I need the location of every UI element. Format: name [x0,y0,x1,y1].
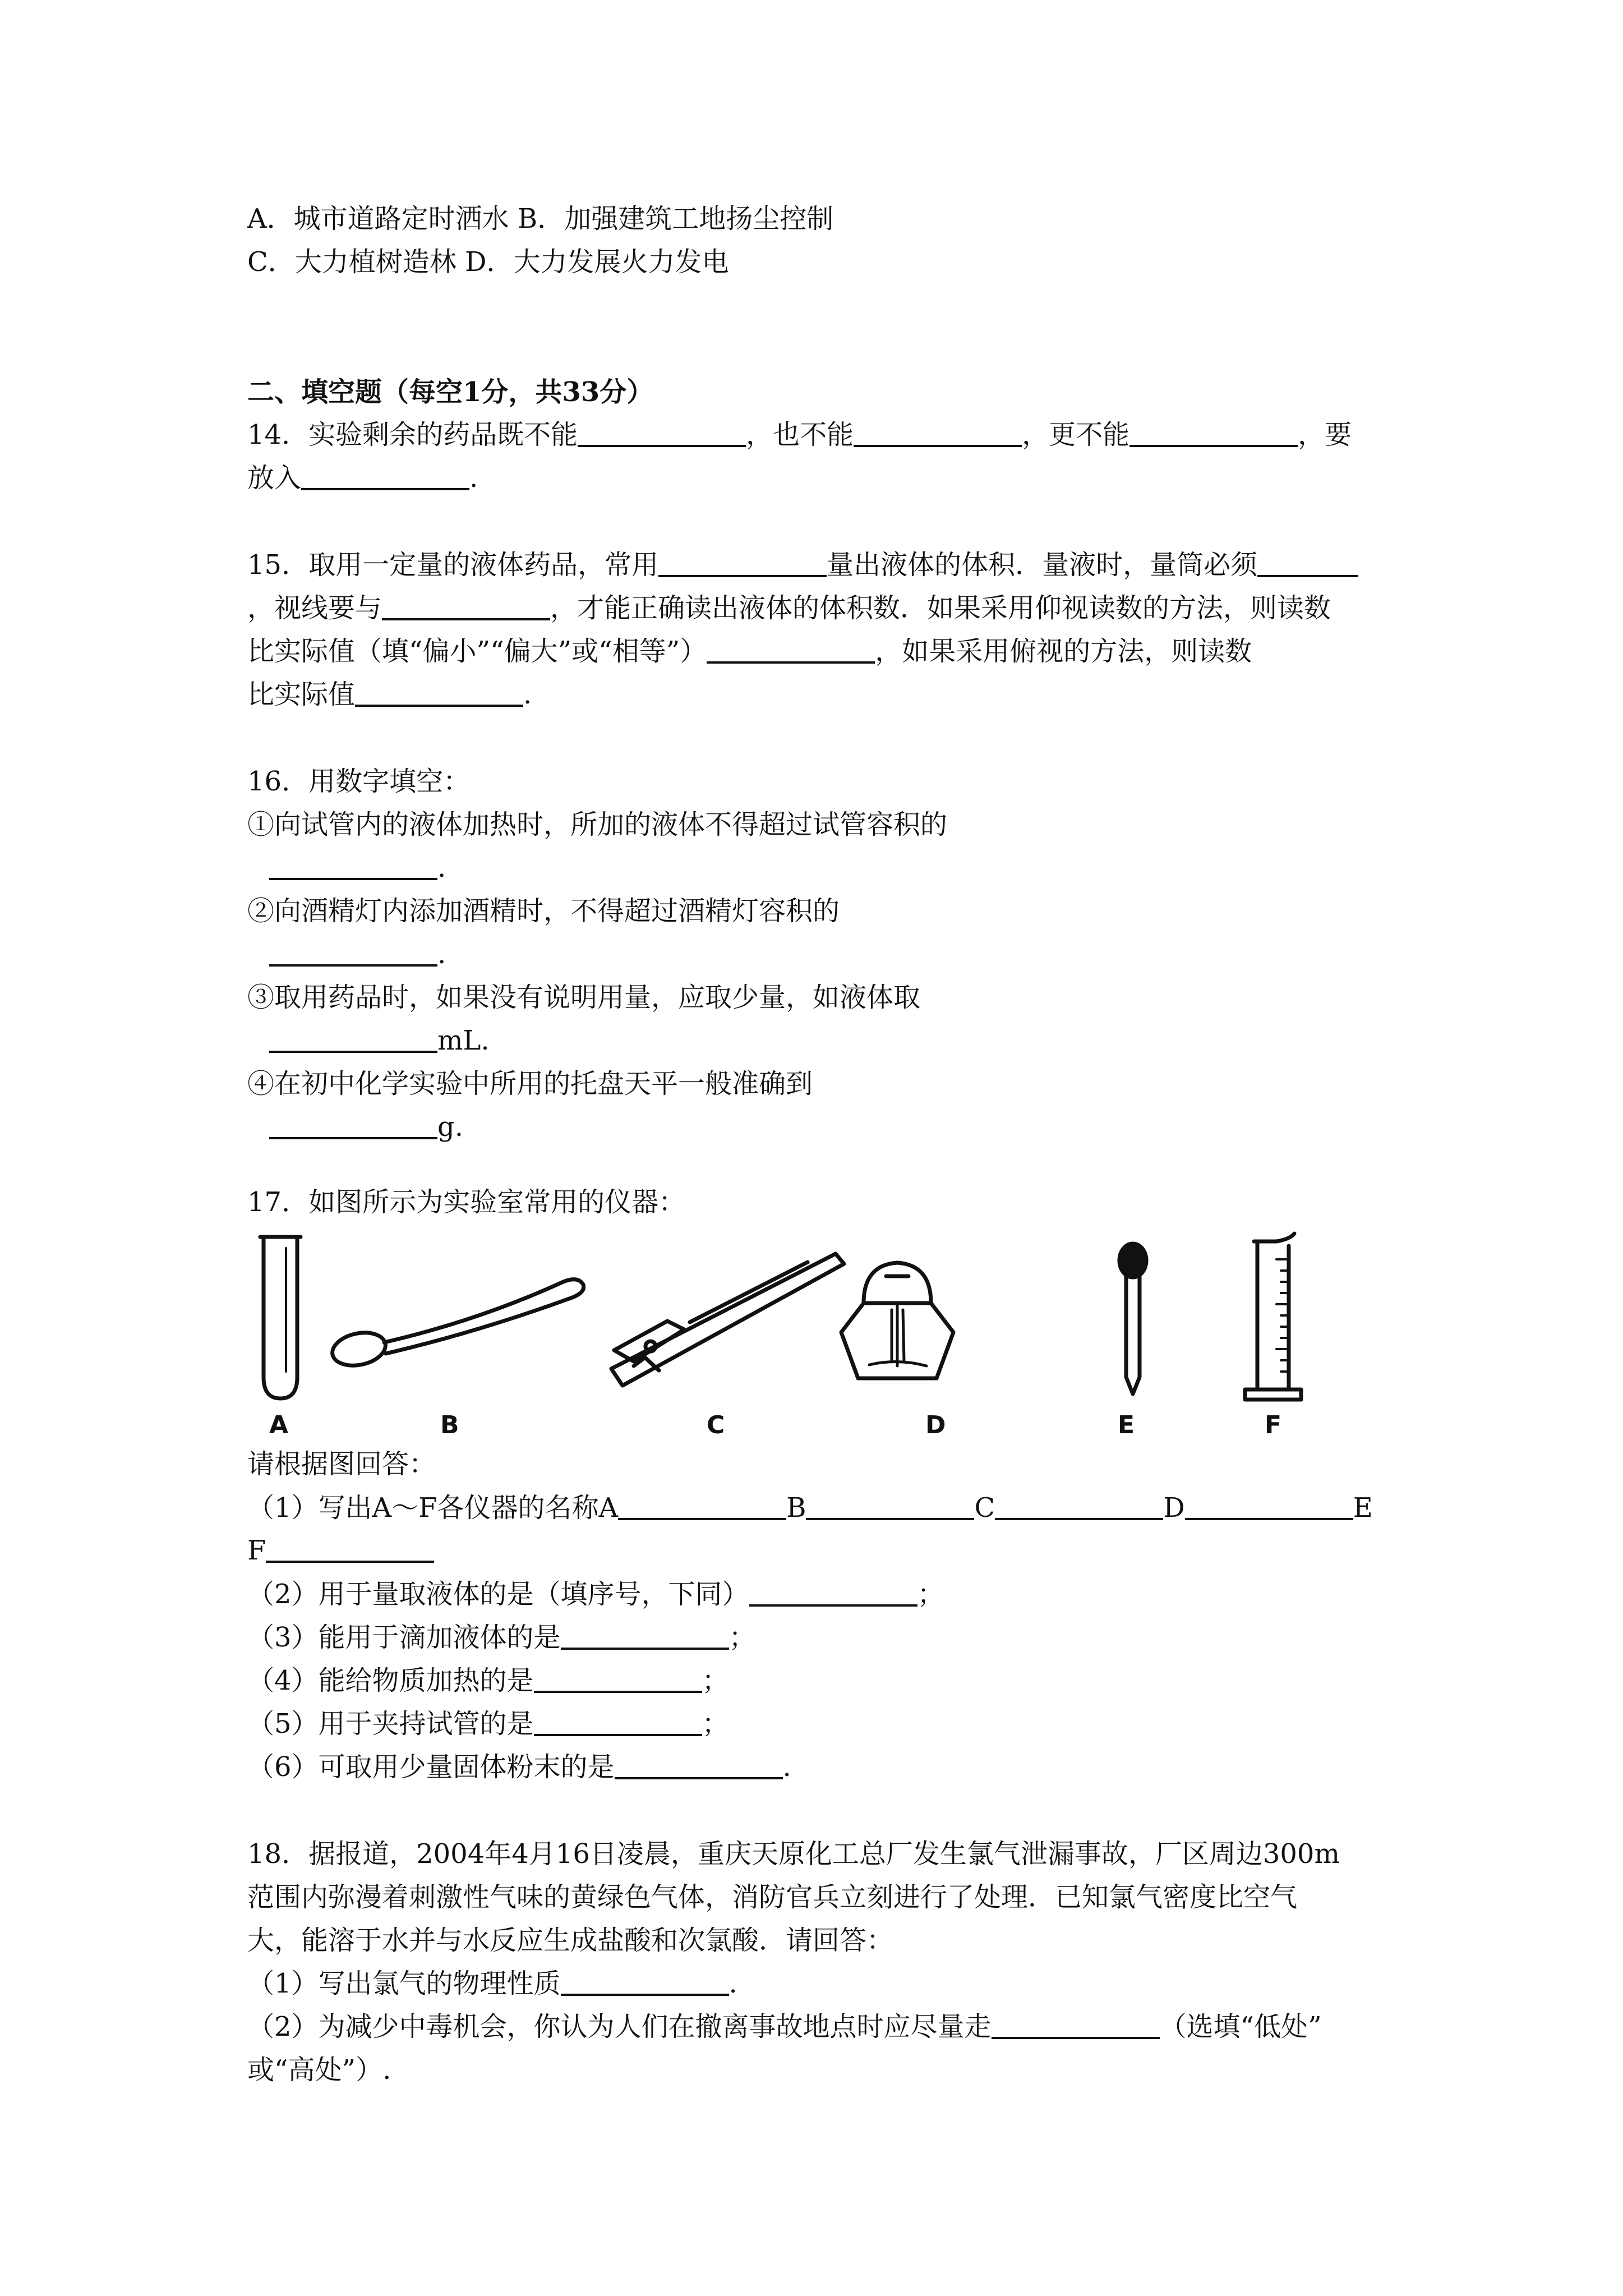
test-tube-holder-drawing [611,1254,844,1386]
q16-item4: ④在初中化学实验中所用的托盘天平一般准确到 [247,1068,813,1099]
q17-sub6: （6）可取用少量固体粉末的是 . [247,1751,791,1783]
answer-blank [355,679,523,707]
q15-line2: ，视线要与 ，才能正确读出液体的体积数．如果采用仰视读数的方法，则读数 [247,592,1331,624]
spatula-drawing [329,1280,583,1370]
answer-blank [992,2011,1160,2039]
answer-blank [618,1492,786,1520]
graduated-cylinder-drawing [1245,1234,1301,1400]
q17-sub1-cont: F [247,1534,434,1567]
answer-blank [615,1751,783,1779]
answer-blank [266,1535,434,1563]
answer-blank [707,636,875,664]
answer-blank [658,549,827,577]
q18-line3: 大，能溶于水并与水反应生成盐酸和次氯酸．请回答： [247,1925,894,1956]
q13-option-cd: C．大力植树造林 D．大力发展火力发电 [247,246,729,278]
answer-blank [382,592,550,620]
q17-sub2: （2）用于量取液体的是（填序号，下同） ； [247,1579,944,1610]
q15-line3: 比实际值（填“偏小”“偏大”或“相等”） ，如果采用俯视的方法，则读数 [247,636,1252,667]
q13-option-ab: A．城市道路定时洒水 B．加强建筑工地扬尘控制 [247,203,834,234]
alcohol-lamp-drawing [841,1263,953,1378]
q16-item1-answer: . [269,851,446,885]
answer-blank [1185,1492,1353,1520]
q16-item2: ②向酒精灯内添加酒精时，不得超过酒精灯容积的 [247,895,840,927]
figure-label-d: D [925,1411,946,1439]
q17-prompt: 请根据图回答： [247,1448,436,1480]
lab-instruments-figure [241,1231,1408,1456]
figure-label-c: C [707,1411,725,1439]
answer-blank [1257,549,1358,577]
q16-item3: ③取用药品时，如果没有说明用量，应取少量，如液体取 [247,982,921,1013]
q17-title: 17．如图所示为实验室常用的仪器： [247,1186,686,1218]
answer-blank [269,852,437,880]
q14-line1: 14．实验剩余的药品既不能 ，也不能 ，更不能 ，要 [247,419,1352,450]
q16-item2-answer: . [269,937,446,971]
answer-blank [269,938,437,967]
answer-blank [561,1622,729,1650]
answer-blank [301,462,469,490]
q16-title: 16．用数字填空： [247,766,471,797]
answer-blank [269,1025,437,1053]
answer-blank [534,1665,702,1693]
answer-blank [269,1111,437,1139]
q18-sub2: （2）为减少中毒机会，你认为人们在撤离事故地点时应尽量走 （选填“低处” [247,2011,1322,2042]
q18-line1: 18．据报道，2004年4月16日凌晨，重庆天原化工总厂发生氯气泄漏事故，厂区周边300m [247,1838,1340,1870]
answer-blank [806,1492,974,1520]
figure-label-a: A [269,1411,289,1439]
q17-sub1: （1）写出A～F各仪器的名称A B C D E [247,1492,1373,1524]
q17-sub4: （4）能给物质加热的是 ； [247,1665,729,1696]
section-heading: 二、填空题（每空1分，共33分） [247,376,654,408]
answer-blank [995,1492,1163,1520]
q14-line2: 放入 . [247,462,478,494]
answer-blank [854,419,1022,447]
q18-sub1: （1）写出氯气的物理性质 . [247,1968,737,1999]
q17-sub3: （3）能用于滴加液体的是 ； [247,1622,756,1653]
q16-item3-answer: mL. [269,1024,490,1057]
answer-blank [534,1708,702,1736]
dropper-drawing [1119,1244,1146,1394]
figure-label-e: E [1118,1411,1135,1439]
q15-line1: 15．取用一定量的液体药品，常用 量出液体的体积．量液时，量筒必须 [247,548,1358,582]
q18-sub2-cont: 或“高处”）. [247,2054,391,2086]
q16-item4-answer: g. [269,1110,463,1144]
answer-blank [578,419,746,447]
q18-line2: 范围内弥漫着刺激性气味的黄绿色气体，消防官兵立刻进行了处理．已知氯气密度比空气 [247,1881,1298,1913]
figure-label-f: F [1265,1411,1282,1439]
figure-label-b: B [440,1411,459,1439]
test-tube-drawing [260,1237,301,1398]
answer-blank [561,1968,729,1996]
answer-blank [1129,419,1298,447]
q15-line4: 比实际值 . [247,679,532,710]
answer-blank [749,1579,917,1607]
q16-item1: ①向试管内的液体加热时，所加的液体不得超过试管容积的 [247,809,948,840]
q17-sub5: （5）用于夹持试管的是 ； [247,1708,729,1740]
